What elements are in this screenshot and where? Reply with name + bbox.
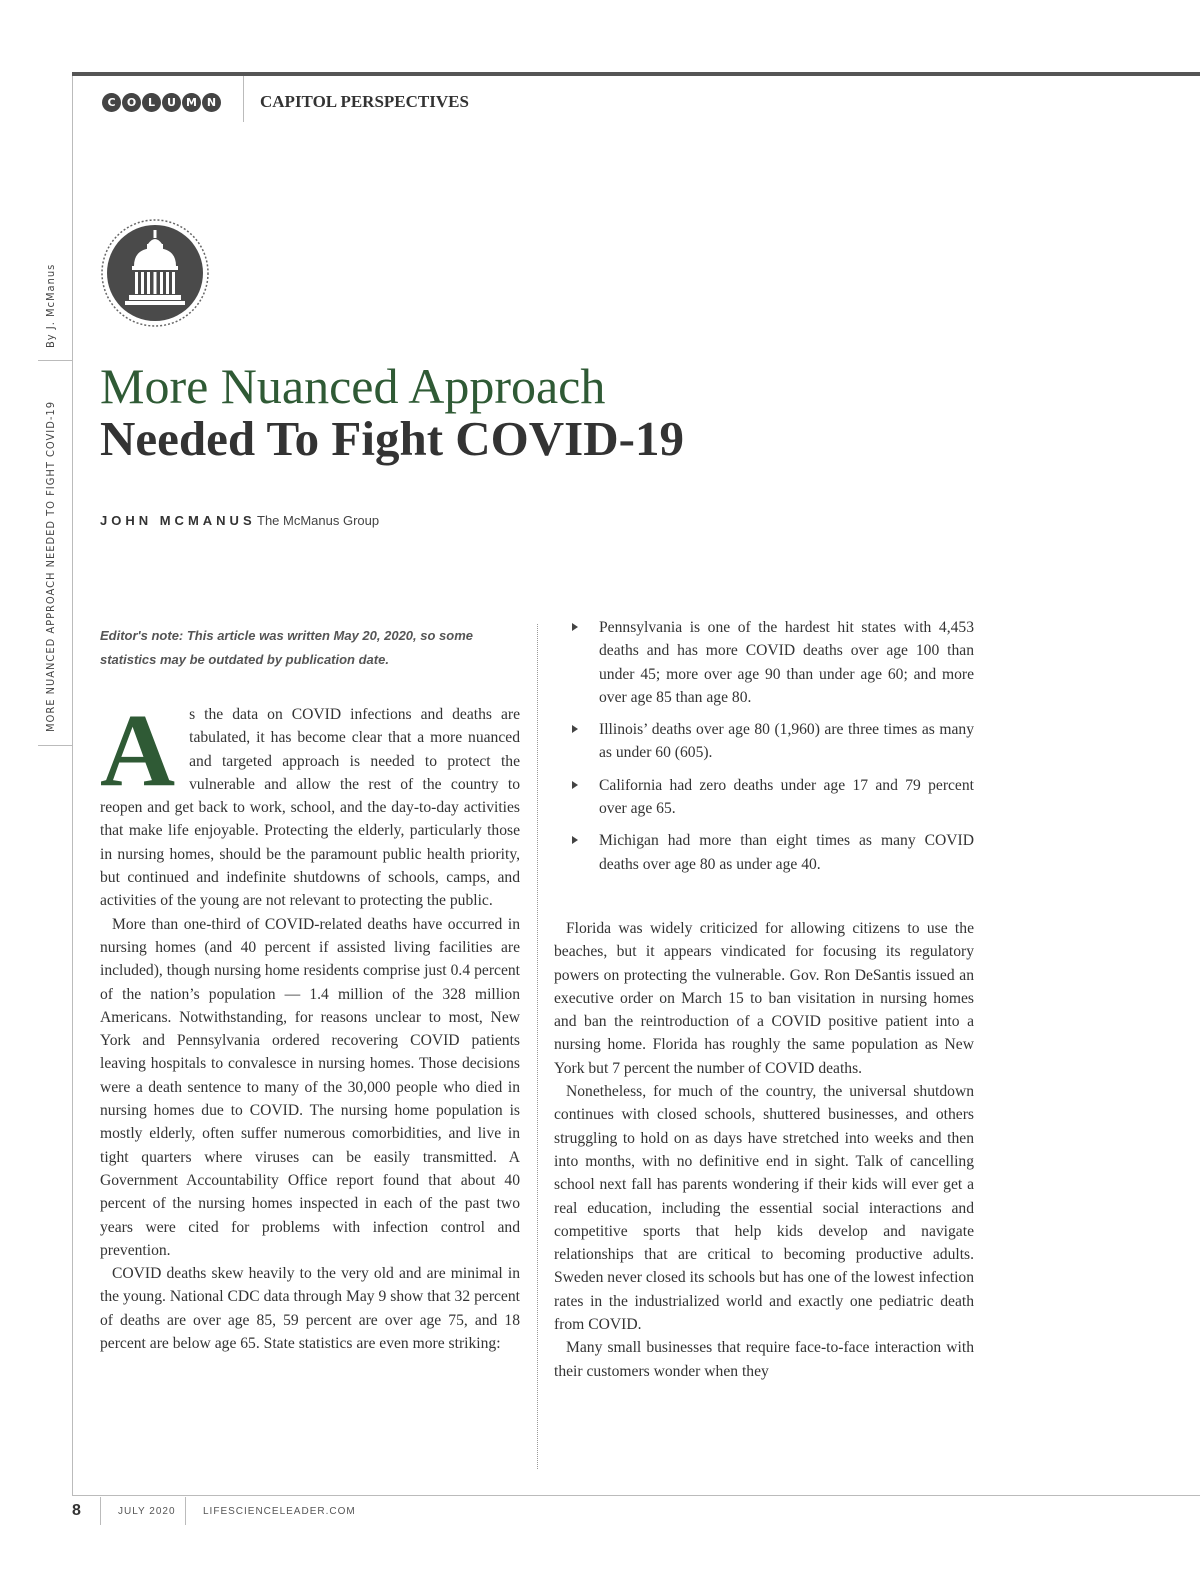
list-item-text: Illinois’ deaths over age 80 (1,960) are three times as many as under 60 (605). bbox=[599, 721, 974, 762]
article-title-line1: More Nuanced Approach bbox=[100, 358, 606, 414]
badge-letter: L bbox=[142, 93, 161, 112]
bottom-rule bbox=[72, 1495, 1200, 1496]
author-affiliation: The McManus Group bbox=[257, 513, 380, 528]
column-badge bbox=[102, 93, 221, 112]
badge-letter: U bbox=[162, 93, 181, 112]
top-rule bbox=[72, 72, 1200, 76]
body-paragraph: Florida was widely criticized for allowing citizens to use the beaches, but it appears vindicated for focusing its regulatory powers on protecting the vulnerable. Gov. Ron DeSantis issued an executive order on March 15 to ban visitation in nursing homes and ban the reintroduction of a COVID positive patient into a nursing home. Florida has roughly the same population as New York but 7 percent the number of COVID deaths. bbox=[554, 920, 974, 1077]
sidebar-divider bbox=[38, 745, 72, 746]
body-paragraph: Many small businesses that require face-to-face interaction with their customers wonder when they bbox=[554, 1339, 974, 1380]
drop-cap: A bbox=[100, 693, 176, 808]
list-item bbox=[572, 718, 974, 765]
body-paragraph: Nonetheless, for much of the country, the universal shutdown continues with closed schools, shuttered businesses, and others struggling to hold on as days have stretched into weeks and then into months, with no definitive end in sight. Talk of cancelling school next fall has parents wondering if their kids will ever get a real education, including the essential social interactions and competitive sports that help kids develop and navigate relationships that are critical to becoming productive adults. Sweden never closed its schools but has one of the lowest infection rates in the industrialized world and exactly one pediatric death from COVID. bbox=[554, 1083, 974, 1334]
section-label: CAPITOL PERSPECTIVES bbox=[260, 92, 469, 111]
footer-date: JULY 2020 bbox=[118, 1506, 176, 1517]
page-number: 8 bbox=[72, 1502, 81, 1519]
bullet-triangle-icon bbox=[572, 781, 578, 789]
body-paragraph: More than one-third of COVID-related deaths have occurred in nursing homes (and 40 percent if assisted living facilities are included), though nursing home residents comprise just 0.4 percent of the nation’s population — 1.4 million of the 328 million Americans. Notwithstanding, for reasons unclear to most, New York and Pennsylvania ordered recovering COVID patients leaving hospitals to convalesce in nursing homes. Those decisions were a death sentence to many of the 30,000 people who died in nursing homes due to COVID. The nursing home population is mostly elderly, often suffer numerous comorbidities, and live in tight quarters where viruses can be easily transmitted. A Government Accountability Office report found that about 40 percent of the nursing homes inspected in each of the past two years were cited for problems with infection control and prevention. bbox=[100, 915, 520, 1259]
right-column bbox=[554, 917, 974, 1383]
bullet-triangle-icon bbox=[572, 623, 578, 631]
list-item bbox=[572, 829, 974, 876]
list-item-text: California had zero deaths under age 17 and 79 percent over age 65. bbox=[599, 776, 974, 818]
vertical-running-title: MORE NUANCED APPROACH NEEDED TO FIGHT COVID-19 bbox=[44, 401, 57, 732]
bullet-triangle-icon bbox=[572, 836, 578, 844]
editor-note: Editor's note: This article was written May 20, 2020, so some statistics may be outdated by publication date. bbox=[100, 628, 473, 667]
header-divider bbox=[243, 76, 244, 122]
list-item bbox=[572, 616, 974, 709]
list-item bbox=[572, 774, 974, 821]
bullet-triangle-icon bbox=[572, 725, 578, 733]
list-item-text: Pennsylvania is one of the hardest hit states with 4,453 deaths and has more COVID deaths over age 100 than under 45; more over age 90 than under age 60; and more over age 85 than age 80. bbox=[599, 619, 974, 706]
footer-site: LIFESCIENCELEADER.COM bbox=[203, 1506, 356, 1517]
badge-letter: M bbox=[182, 93, 201, 112]
badge-letter: N bbox=[202, 93, 221, 112]
column-divider bbox=[537, 624, 538, 1469]
footer-divider bbox=[100, 1497, 101, 1525]
sidebar-divider bbox=[38, 360, 72, 361]
body-paragraph: s the data on COVID infections and deaths are tabulated, it has become clear that a more nuanced and targeted approach is needed to protect the vulnerable and allow the rest of the country to reopen and get back to work, school, and the day-to-day activities that make life enjoyable. Protecting the elderly, particularly those in nursing homes, should be the paramount public health priority, but continued and indefinite shutdowns of schools, camps, and activities of the young are not relevant to protecting the public. bbox=[100, 706, 520, 910]
article-title-line2: Needed To Fight COVID-19 bbox=[100, 411, 684, 466]
vertical-byline: By J. McManus bbox=[44, 263, 57, 348]
capitol-dome-icon bbox=[100, 218, 210, 328]
list-item-text: Michigan had more than eight times as many COVID deaths over age 80 as under age 40. bbox=[599, 832, 974, 873]
badge-letter: C bbox=[102, 93, 121, 112]
state-statistics-list bbox=[572, 616, 974, 885]
badge-letter: O bbox=[122, 93, 141, 112]
author-name: JOHN MCMANUS bbox=[100, 513, 256, 528]
body-paragraph: COVID deaths skew heavily to the very old and are minimal in the young. National CDC data through May 9 show that 32 percent of deaths are over age 85, 59 percent are over age 75, and 18 percent are below age 65. State statistics are even more striking: bbox=[100, 1265, 520, 1353]
left-margin-rule bbox=[72, 76, 73, 1496]
left-column bbox=[100, 693, 520, 1355]
footer-divider bbox=[185, 1497, 186, 1525]
